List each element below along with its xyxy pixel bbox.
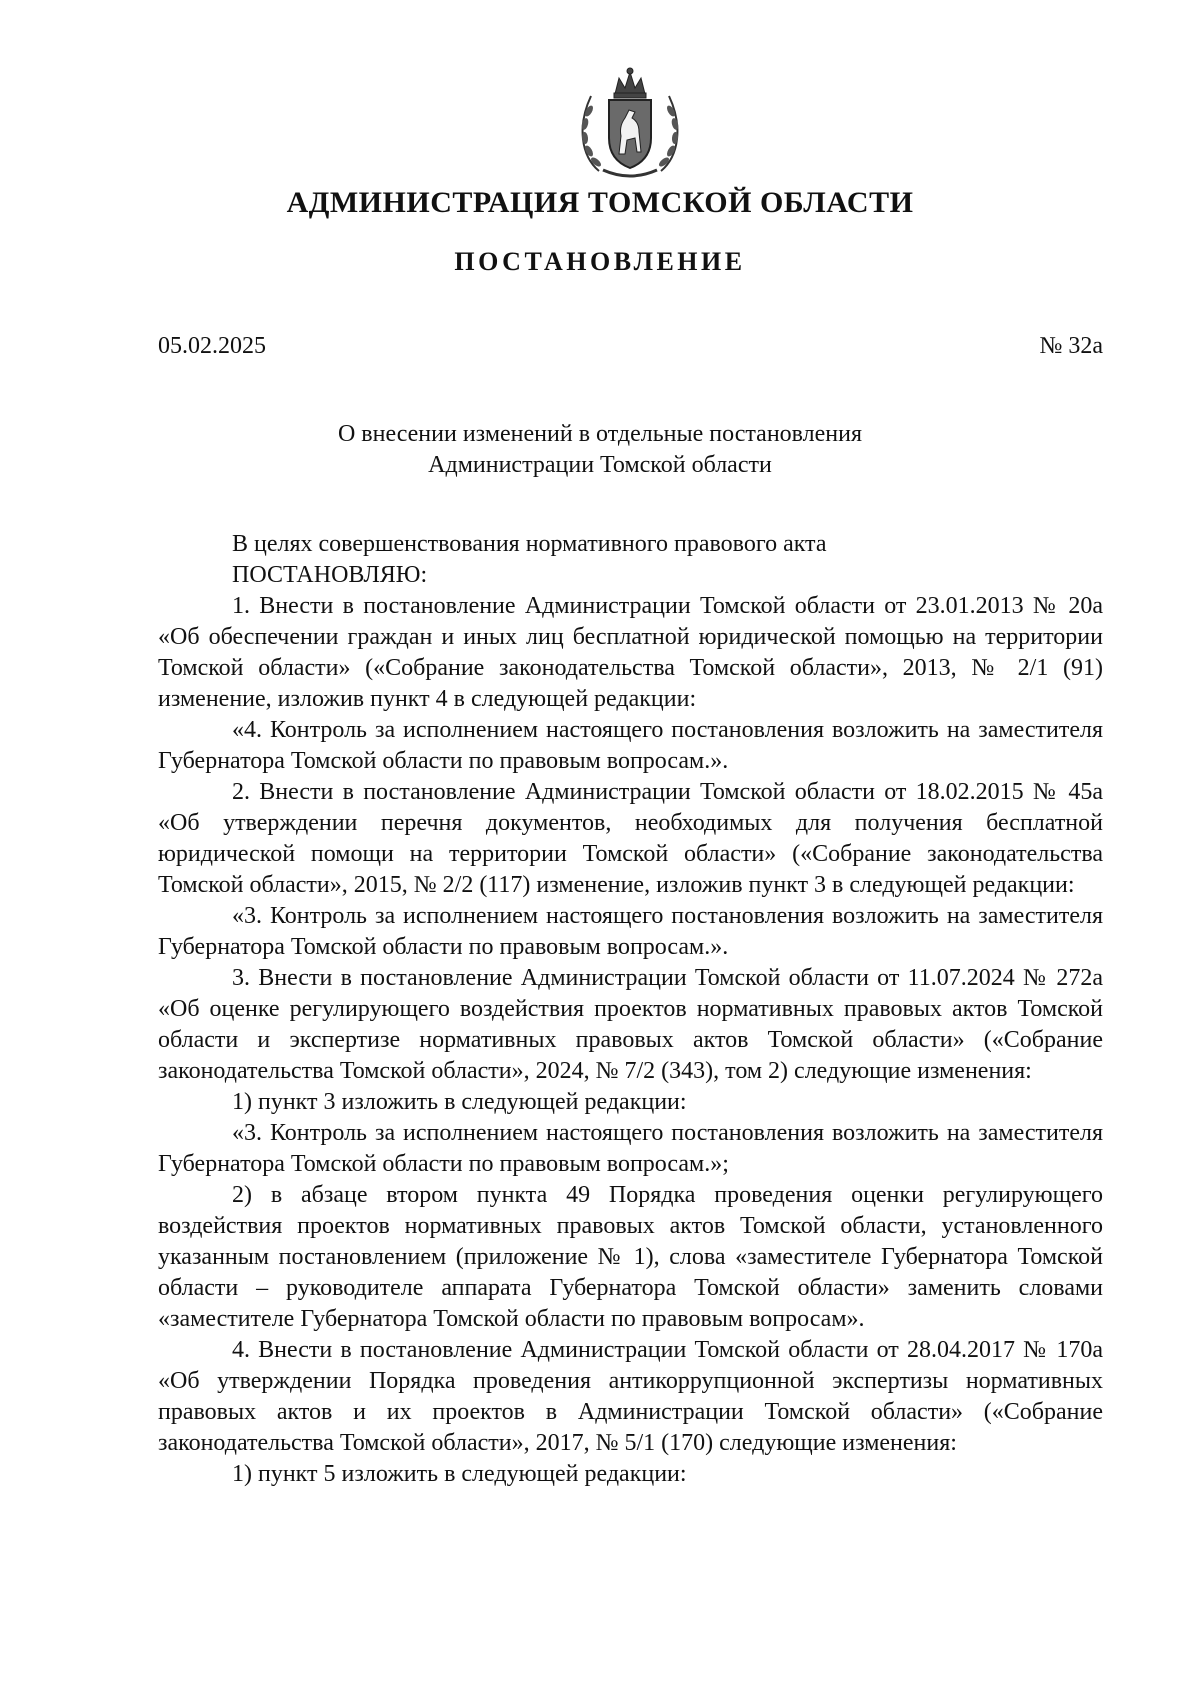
body-paragraph: 2. Внести в постановление Администрации Томской области от 18.02.2015 № 45а «Об утверждении перечня документов, необходимых для получения бесплатной юридической помощи на территории Томской области» («Собрание законодательства Томской области», 2015, № 2/2 (117) изменение, изложив пункт 3 в следующей редакции: — [158, 779, 1103, 898]
subject-line: О внесении изменений в отдельные постановления — [337, 421, 863, 447]
coat-of-arms-icon — [569, 66, 691, 184]
body-paragraph: «3. Контроль за исполнением настоящего постановления возложить на заместителя Губернатора Томской области по правовым вопросам.»; — [158, 1120, 1103, 1177]
organization-title: АДМИНИСТРАЦИЯ ТОМСКОЙ ОБЛАСТИ — [286, 186, 914, 219]
document-subject — [0, 419, 1200, 481]
subject-line: Администрации Томской области — [428, 452, 772, 478]
document-type-title: ПОСТАНОВЛЕНИЕ — [454, 247, 746, 276]
body-paragraph: 1) пункт 3 изложить в следующей редакции: — [232, 1089, 687, 1115]
body-paragraph: В целях совершенствования нормативного правового акта — [232, 531, 827, 557]
body-paragraph: «3. Контроль за исполнением настоящего постановления возложить на заместителя Губернатора Томской области по правовым вопросам.». — [158, 903, 1103, 960]
body-paragraph: 3. Внести в постановление Администрации Томской области от 11.07.2024 № 272а «Об оценке регулирующего воздействия проектов нормативных правовых актов Томской области и экспертизе нормативных правовых актов Томской области» («Собрание законодательства Томской области», 2024, № 7/2 (343), том 2) следующие изменения: — [158, 965, 1103, 1084]
body-paragraph: 1) пункт 5 изложить в следующей редакции: — [232, 1461, 687, 1487]
body-paragraph: 2) в абзаце втором пункта 49 Порядка проведения оценки регулирующего воздействия проектов нормативных правовых актов Томской области, установленного указанным постановлением (приложение № 1), слова «заместителе Губернатора Томской области – руководителе аппарата Губернатора Томской области» заменить словами «заместителе Губернатора Томской области по правовым вопросам». — [158, 1182, 1103, 1332]
document-number: № 32а — [1039, 333, 1103, 359]
body-paragraph: 1. Внести в постановление Администрации Томской области от 23.01.2013 № 20а «Об обеспечении граждан и иных лиц бесплатной юридической помощью на территории Томской области» («Собрание законодательства Томской области», 2013, № 2/1 (91) изменение, изложив пункт 4 в следующей редакции: — [158, 593, 1103, 712]
document-date: 05.02.2025 — [158, 333, 266, 359]
document-body — [158, 529, 1103, 1490]
body-paragraph: ПОСТАНОВЛЯЮ: — [232, 562, 428, 588]
body-paragraph: «4. Контроль за исполнением настоящего постановления возложить на заместителя Губернатора Томской области по правовым вопросам.». — [158, 717, 1103, 774]
body-paragraph: 4. Внести в постановление Администрации Томской области от 28.04.2017 № 170а «Об утверждении Порядка проведения антикоррупционной экспертизы нормативных правовых актов и их проектов в Администрации Томской области» («Собрание законодательства Томской области», 2017, № 5/1 (170) следующие изменения: — [158, 1337, 1103, 1456]
